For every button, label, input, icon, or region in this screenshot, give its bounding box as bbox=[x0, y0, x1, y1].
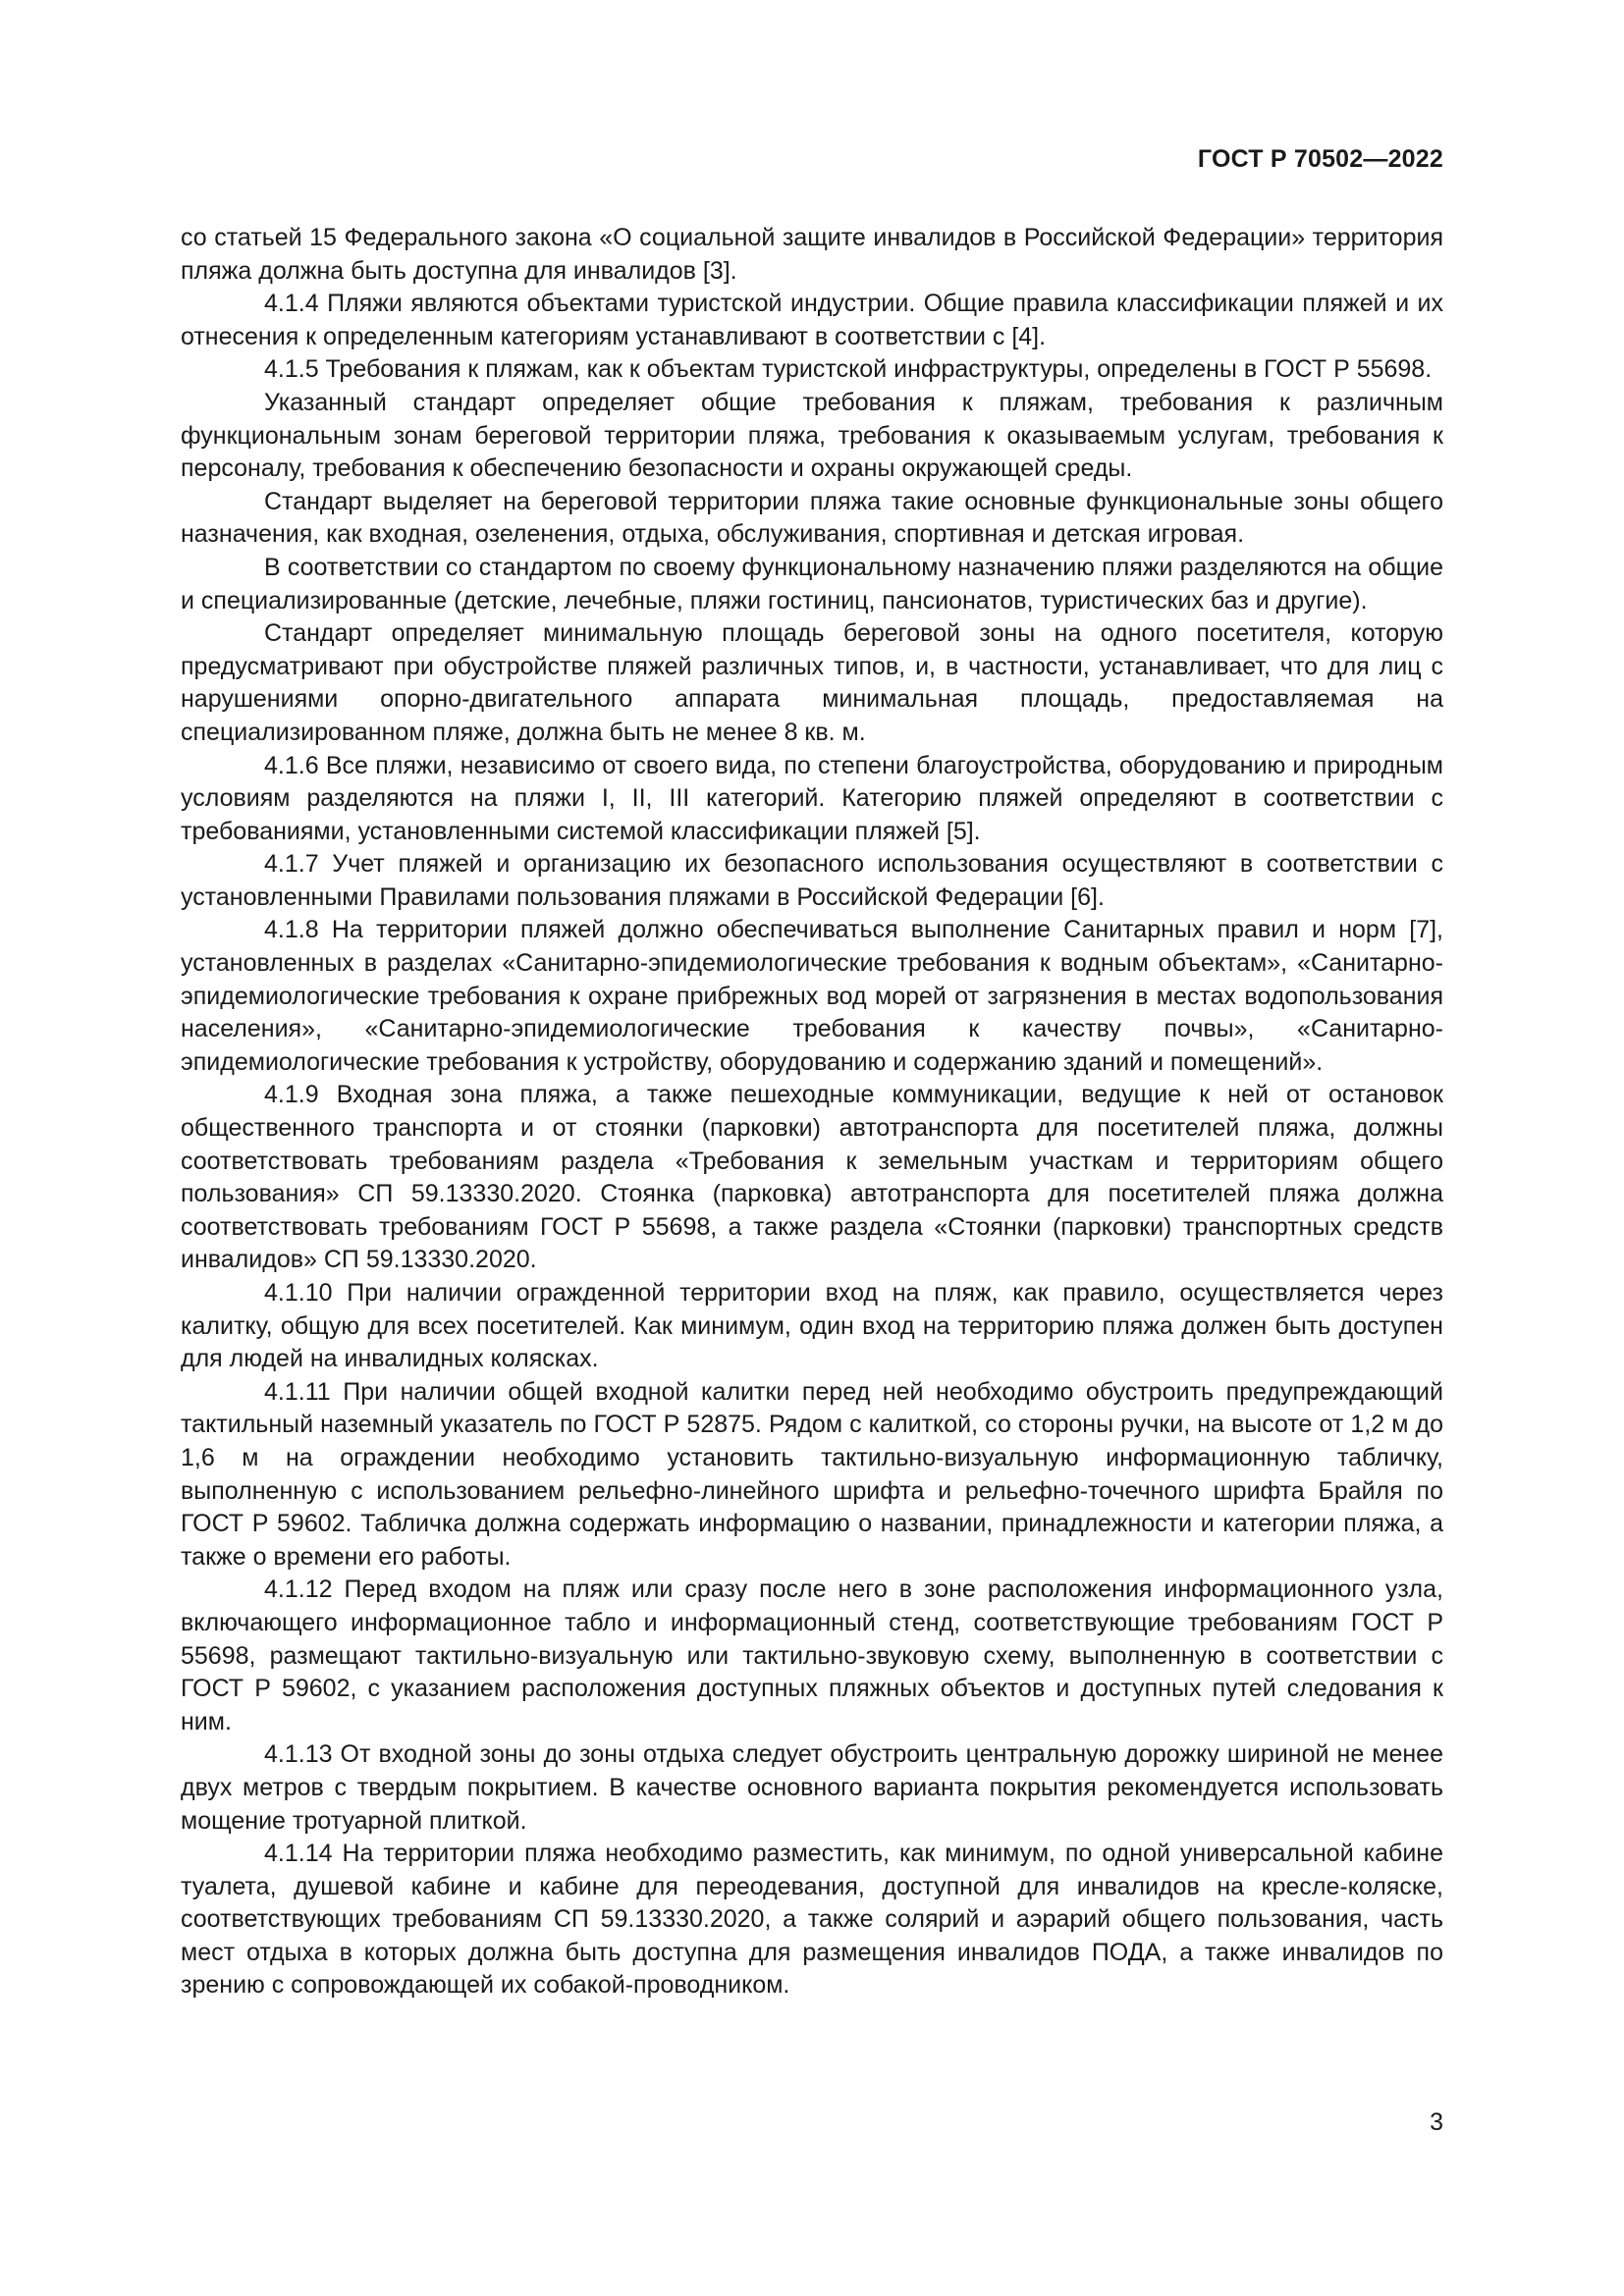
document-header: ГОСТ Р 70502—2022 bbox=[1197, 145, 1443, 173]
document-body bbox=[181, 222, 1443, 2002]
paragraph-functional-zones: Стандарт выделяет на береговой территории пляжа такие основные функциональные зоны общего назначения, как входная, озеленения, отдыха, обслуживания, спортивная и детская игровая. bbox=[181, 487, 1443, 549]
paragraph-4-1-8: 4.1.8 На территории пляжей должно обеспечиваться выполнение Санитарных правил и норм [7], установленных в разделах «Санитарно-эпидемиологические требования к водным объектам», «Санитарно-эпидемиологические требования к охране прибрежных вод морей от загрязнения в местах водопользования населения», «Санитарно-эпидемиологические требования к качеству почвы», «Санитарно-эпидемиологические требования к устройству, оборудованию и содержанию зданий и помещений». bbox=[181, 916, 1443, 1076]
paragraph-4-1-4: 4.1.4 Пляжи являются объектами туристской индустрии. Общие правила классификации пляжей и их отнесения к определенным категориям устанавливают в соответствии с [4]. bbox=[181, 290, 1443, 350]
paragraph-4-1-13: 4.1.13 От входной зоны до зоны отдыха следует обустроить центральную дорожку шириной не менее двух метров с твердым покрытием. В качестве основного варианта покрытия рекомендуется использовать мощение тротуарной плиткой. bbox=[181, 1740, 1443, 1835]
paragraph-4-1-11: 4.1.11 При наличии общей входной калитки перед ней необходимо обустроить предупреждающий тактильный наземный указатель по ГОСТ Р 52875. Рядом с калиткой, со стороны ручки, на высоте от 1,2 м до 1,6 м на ограждении необходимо установить тактильно-визуальную информационную табличку, выполненную с использованием рельефно-линейного шрифта и рельефно-точечного шрифта Брайля по ГОСТ Р 59602. Табличка должна содержать информацию о названии, принадлежности и категории пляжа, а также о времени его работы. bbox=[181, 1377, 1443, 1571]
paragraph-4-1-9: 4.1.9 Входная зона пляжа, а также пешеходные коммуникации, ведущие к ней от остановок общественного транспорта и от стоянки (парковки) автотранспорта для посетителей пляжа, должны соответствовать требованиям раздела «Требования к земельным участкам и территориям общего пользования» СП 59.13330.2020. Стоянка (парковка) автотранспорта для посетителей пляжа должна соответствовать требованиям ГОСТ Р 55698, а также раздела «Стоянки (парковки) транспортных средств инвалидов» СП 59.13330.2020. bbox=[181, 1081, 1443, 1274]
paragraph-4-1-5: 4.1.5 Требования к пляжам, как к объектам туристской инфраструктуры, определены в ГОСТ Р 55698. bbox=[264, 355, 1433, 384]
paragraph-minimum-area: Стандарт определяет минимальную площадь береговой зоны на одного посетителя, которую предусматривают при обустройстве пляжей различных типов, и, в частности, устанавливает, что для лиц с нарушениями опорно-двигательного аппарата минимальная площадь, предоставляемая на специализированном пляже, должна быть не менее 8 кв. м. bbox=[181, 619, 1443, 746]
paragraph-4-1-12: 4.1.12 Перед входом на пляж или сразу после него в зоне расположения информационного узла, включающего информационное табло и информационный стенд, соответствующие требованиям ГОСТ Р 55698, размещают тактильно-визуальную или тактильно-звуковую схему, выполненную в соответствии с ГОСТ Р 59602, с указанием расположения доступных пляжных объектов и доступных путей следования к ним. bbox=[181, 1575, 1443, 1735]
paragraph-4-1-10: 4.1.10 При наличии огражденной территории вход на пляж, как правило, осуществляется через калитку, общую для всех посетителей. Как минимум, один вход на территорию пляжа должен быть доступен для людей на инвалидных колясках. bbox=[181, 1279, 1443, 1373]
paragraph-4-1-14: 4.1.14 На территории пляжа необходимо разместить, как минимум, по одной универсальной кабине туалета, душевой кабине и кабине для переодевания, доступной для инвалидов на кресле-коляске, соответствующих требованиям СП 59.13330.2020, а также солярий и аэрарий общего пользования, часть мест отдыха в которых должна быть доступна для размещения инвалидов ПОДА, а также инвалидов по зрению с сопровождающей их собакой-проводником. bbox=[181, 1840, 1443, 2000]
paragraph-standard-requirements: Указанный стандарт определяет общие требования к пляжам, требования к различным функциональным зонам береговой территории пляжа, требования к оказываемым услугам, требования к персоналу, требования к обеспечению безопасности и охраны окружающей среды. bbox=[181, 388, 1443, 483]
paragraph-4-1-7: 4.1.7 Учет пляжей и организацию их безопасного использования осуществляют в соответствии с установленными Правилами пользования пляжами в Российской Федерации [6]. bbox=[181, 850, 1443, 911]
paragraph-4-1-6: 4.1.6 Все пляжи, независимо от своего вида, по степени благоустройства, оборудованию и природным условиям разделяются на пляжи I, II, III категорий. Категорию пляжей определяют в соответствии с требованиями, установленными системой классификации пляжей [5]. bbox=[181, 751, 1443, 845]
page-number: 3 bbox=[1430, 2109, 1443, 2136]
paragraph-beach-types: В соответствии со стандартом по своему функциональному назначению пляжи разделяются на общие и специализированные (детские, лечебные, пляжи гостиниц, пансионатов, туристических баз и другие). bbox=[181, 553, 1443, 614]
paragraph-continuation: со статьей 15 Федерального закона «О социальной защите инвалидов в Российской Федерации» территория пляжа должна быть доступна для инвалидов [3]. bbox=[181, 224, 1443, 285]
